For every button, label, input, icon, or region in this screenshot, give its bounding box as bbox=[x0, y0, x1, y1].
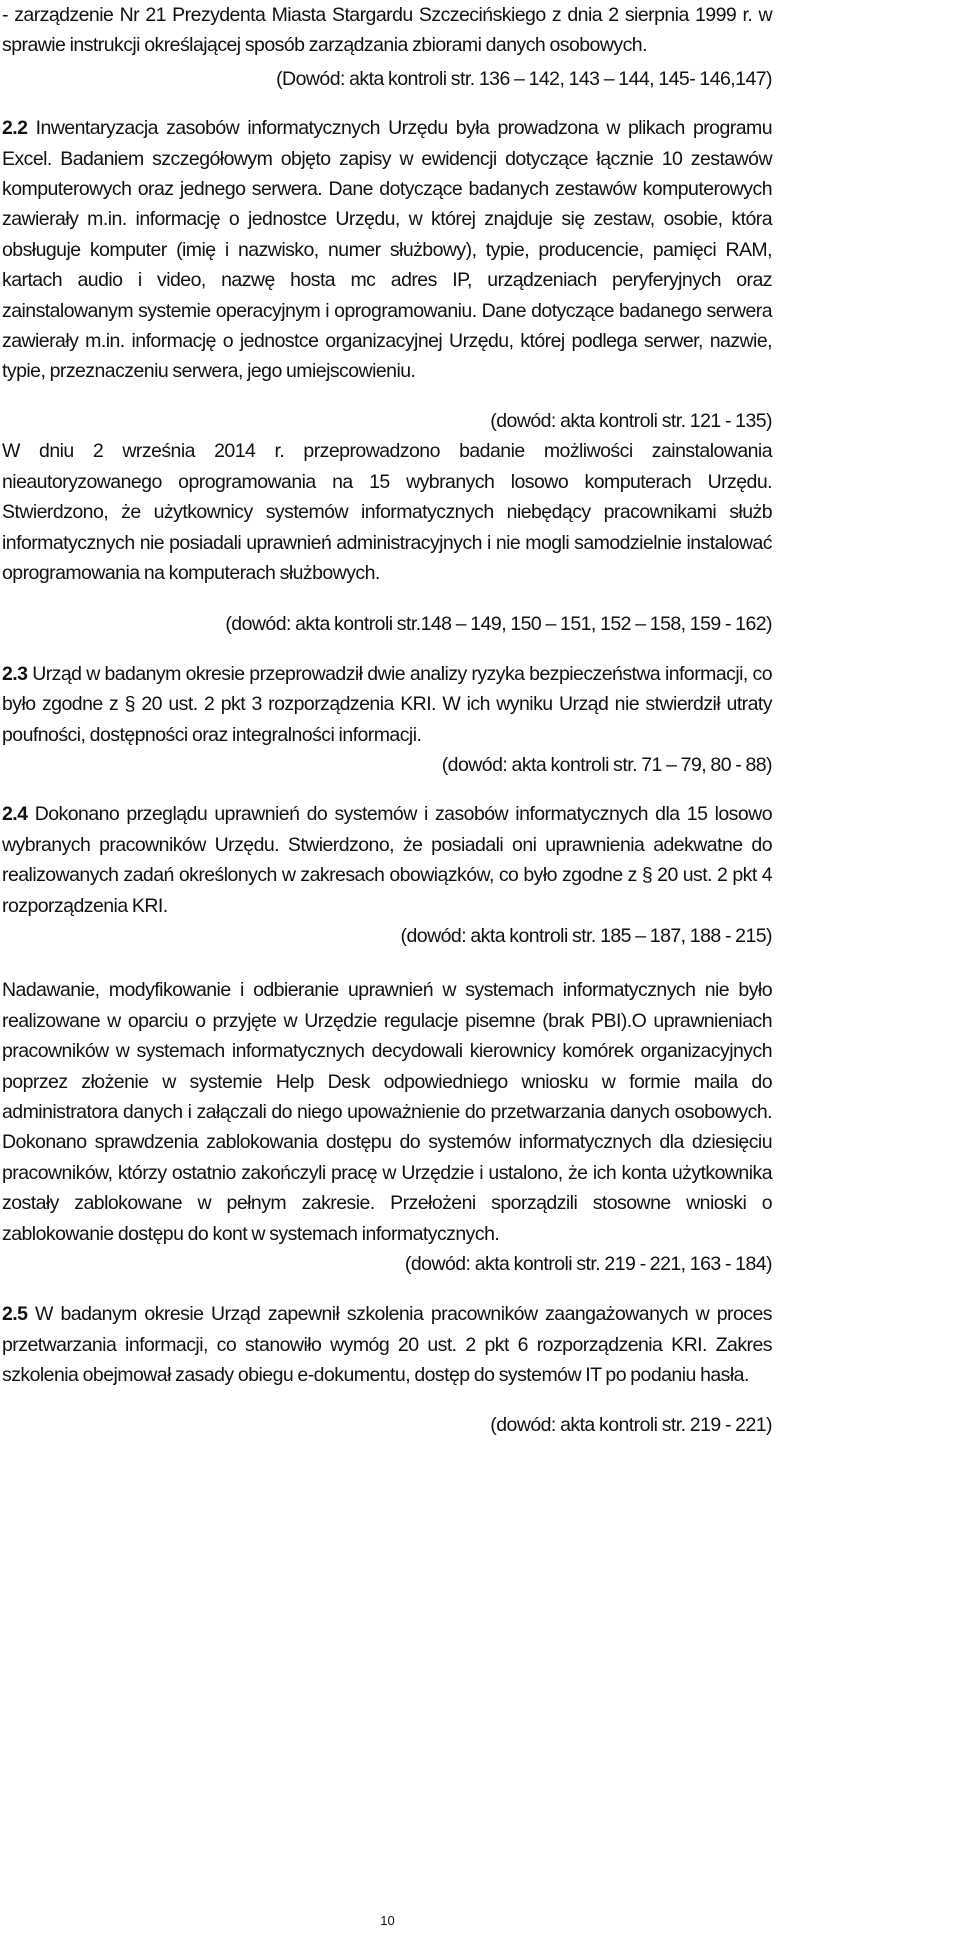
section-number: 2.2 bbox=[2, 117, 28, 140]
section-number: 2.5 bbox=[2, 1303, 28, 1326]
evidence-reference: (dowód: akta kontroli str. 219 - 221) bbox=[490, 1413, 772, 1436]
evidence-reference: (dowód: akta kontroli str. 71 – 79, 80 - 88) bbox=[441, 753, 772, 776]
evidence-reference: (dowód: akta kontroli str. 185 – 187, 188 - 215) bbox=[400, 924, 772, 947]
section-text: W badanym okresie Urząd zapewnił szkolenia pracowników zaangażowanych w proces przetwarzania informacji, co stanowiło wymóg 20 ust. 2 pkt 6 rozporządzenia KRI. Zakres szkolenia obejmował zasady obiegu e-dokumentu, dostęp do systemów IT po podaniu hasła. bbox=[2, 1303, 772, 1387]
section-2-3-paragraph bbox=[2, 659, 772, 750]
evidence-reference: (Dowód: akta kontroli str. 136 – 142, 143 – 144, 145- 146,147) bbox=[276, 67, 772, 90]
software-check-paragraph: W dniu 2 września 2014 r. przeprowadzono badanie możliwości zainstalowania nieautoryzowanego oprogramowania na 15 wybranych losowo komputerach Urzędu. Stwierdzono, że użytkownicy systemów informatycznych niebędący pracownikami służb informatycznych nie posiadali uprawnień administracyjnych i nie mogli samodzielnie instalować oprogramowania na komputerach służbowych. bbox=[2, 440, 772, 584]
section-2-4-paragraph bbox=[2, 799, 772, 921]
section-text: Inwentaryzacja zasobów informatycznych Urzędu była prowadzona w plikach programu Excel. Badaniem szczegółowym objęto zapisy w ewidencji dotyczące łącznie 10 zestawów komputerowych oraz jednego serwera. Dane dotyczące badanych zestawów komputerowych zawierały m.in. informację o jednostce Urzędu, w której znajduje się zestaw, osobie, która obsługuje komputer (imię i nazwisko, numer służbowy), typie, producencie, pamięci RAM, kartach audio i video, nazwę hosta mc adres IP, urządzeniach peryferyjnych oraz zainstalowanym systemie operacyjnym i oprogramowaniu. Dane dotyczące badanego serwera zawierały m.in. informację o jednostce organizacyjnej Urzędu, której podlega serwer, nazwie, typie, przeznaczeniu serwera, jego umiejscowieniu. bbox=[2, 117, 772, 383]
permissions-procedure-paragraph: Nadawanie, modyfikowanie i odbieranie uprawnień w systemach informatycznych nie było realizowane w oparciu o przyjęte w Urzędzie regulacje pisemne (brak PBI).O uprawnieniach pracowników w systemach informatycznych decydowali kierownicy komórek organizacyjnych poprzez złożenie w systemie Help Desk odpowiedniego wniosku w formie maila do administratora danych i załączali do niego upoważnienie do przetwarzania danych osobowych. Dokonano sprawdzenia zablokowania dostępu do systemów informatycznych dla dziesięciu pracowników, którzy ostatnio zakończyli pracę w Urzędzie i ustalono, że ich konta użytkownika zostały zablokowane w pełnym zakresie. Przełożeni sporządzili stosowne wnioski o zablokowanie dostępu do kont w systemach informatycznych. bbox=[2, 979, 772, 1245]
intro-continued-paragraph: - zarządzenie Nr 21 Prezydenta Miasta Stargardu Szczecińskiego z dnia 2 sierpnia 1999 r. w sprawie instrukcji określającej sposób zarządzania zbiorami danych osobowych. bbox=[2, 4, 772, 57]
page-number: 10 bbox=[380, 1913, 395, 1928]
evidence-reference: (dowód: akta kontroli str.148 – 149, 150 – 151, 152 – 158, 159 - 162) bbox=[225, 613, 772, 636]
section-2-2-paragraph bbox=[2, 113, 772, 387]
section-text: Dokonano przeglądu uprawnień do systemów i zasobów informatycznych dla 15 losowo wybranych pracowników Urzędu. Stwierdzono, że posiadali oni uprawnienia adekwatne do realizowanych zadań określonych w zakresach obowiązków, co było zgodne z § 20 ust. 2 pkt 4 rozporządzenia KRI. bbox=[2, 803, 772, 917]
evidence-reference: (dowód: akta kontroli str. 121 - 135) bbox=[490, 409, 772, 432]
section-2-5-paragraph bbox=[2, 1299, 772, 1390]
evidence-reference: (dowód: akta kontroli str. 219 - 221, 163 - 184) bbox=[404, 1253, 772, 1276]
section-text: Urząd w badanym okresie przeprowadził dwie analizy ryzyka bezpieczeństwa informacji, co było zgodne z § 20 ust. 2 pkt 3 rozporządzenia KRI. W ich wyniku Urząd nie stwierdził utraty poufności, dostępności oraz integralności informacji. bbox=[2, 662, 772, 746]
section-number: 2.4 bbox=[2, 803, 28, 826]
section-number: 2.3 bbox=[2, 662, 28, 685]
document-page bbox=[2, 0, 772, 1440]
